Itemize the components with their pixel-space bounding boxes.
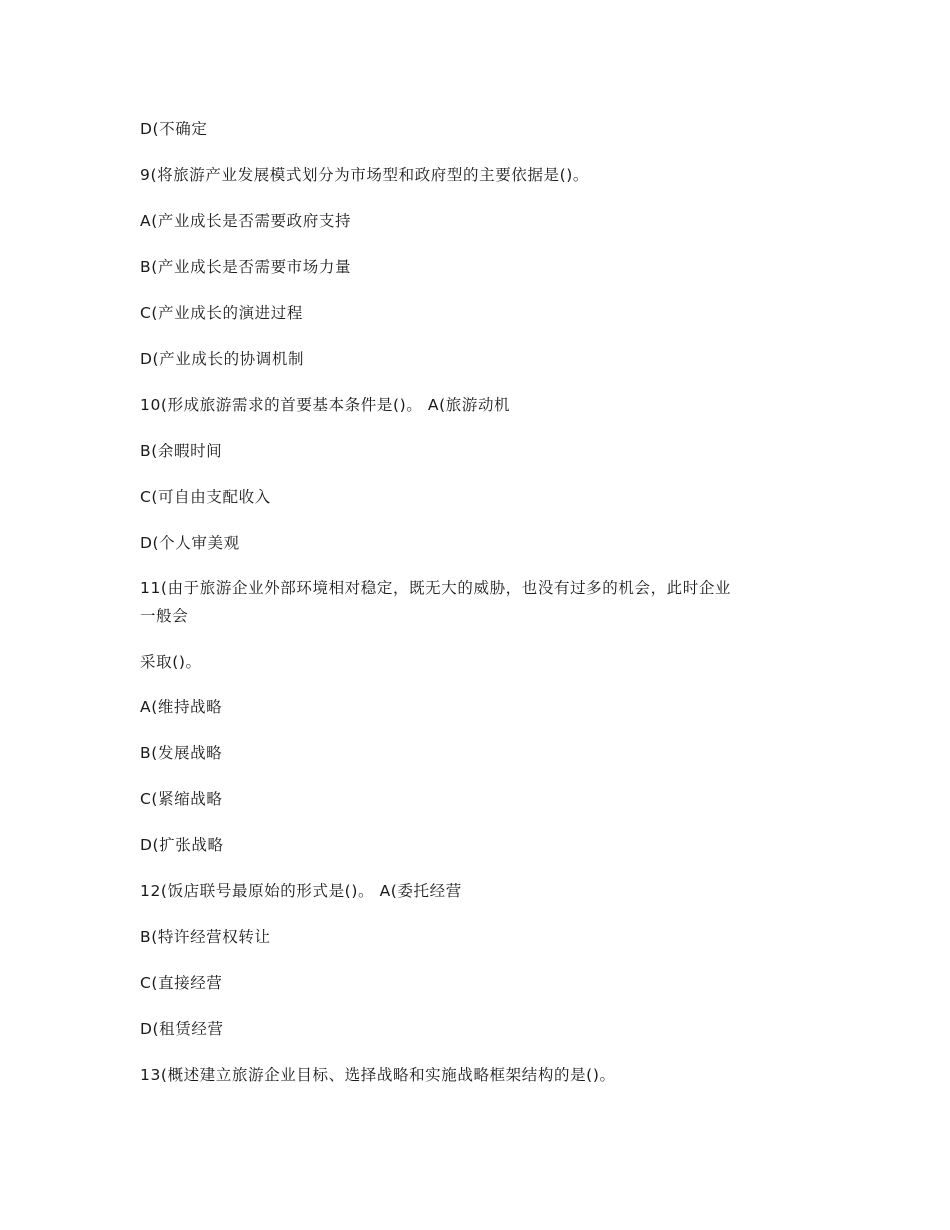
option-d: D(个人审美观 <box>140 534 240 552</box>
option-d: D(产业成长的协调机制 <box>140 350 305 368</box>
option-b: B(发展战略 <box>140 744 223 762</box>
question-11-continued: 采取()。 <box>140 653 202 671</box>
option-c: C(紧缩战略 <box>140 790 223 808</box>
question-11: 11(由于旅游企业外部环境相对稳定，既无大的威胁，也没有过多的机会，此时企业 <box>140 579 732 597</box>
question-10: 10(形成旅游需求的首要基本条件是()。 A(旅游动机 <box>140 396 511 414</box>
option-b: B(产业成长是否需要市场力量 <box>140 258 352 276</box>
option-c: C(可自由支配收入 <box>140 488 271 506</box>
question-12: 12(饭店联号最原始的形式是()。 A(委托经营 <box>140 882 462 900</box>
question-9: 9(将旅游产业发展模式划分为市场型和政府型的主要依据是()。 <box>140 166 590 184</box>
question-13: 13(概述建立旅游企业目标、选择战略和实施战略框架结构的是()。 <box>140 1066 616 1084</box>
option-b: B(余暇时间 <box>140 442 223 460</box>
option-a: A(产业成长是否需要政府支持 <box>140 212 352 230</box>
option-b: B(特许经营权转让 <box>140 928 271 946</box>
option-d: D(租赁经营 <box>140 1020 224 1038</box>
option-c: C(产业成长的演进过程 <box>140 304 303 322</box>
option-d: D(扩张战略 <box>140 836 224 854</box>
text-line: D(不确定 <box>140 120 208 138</box>
option-a: A(维持战略 <box>140 698 223 716</box>
option-c: C(直接经营 <box>140 974 223 992</box>
question-11-continued: 一般会 <box>140 607 189 625</box>
